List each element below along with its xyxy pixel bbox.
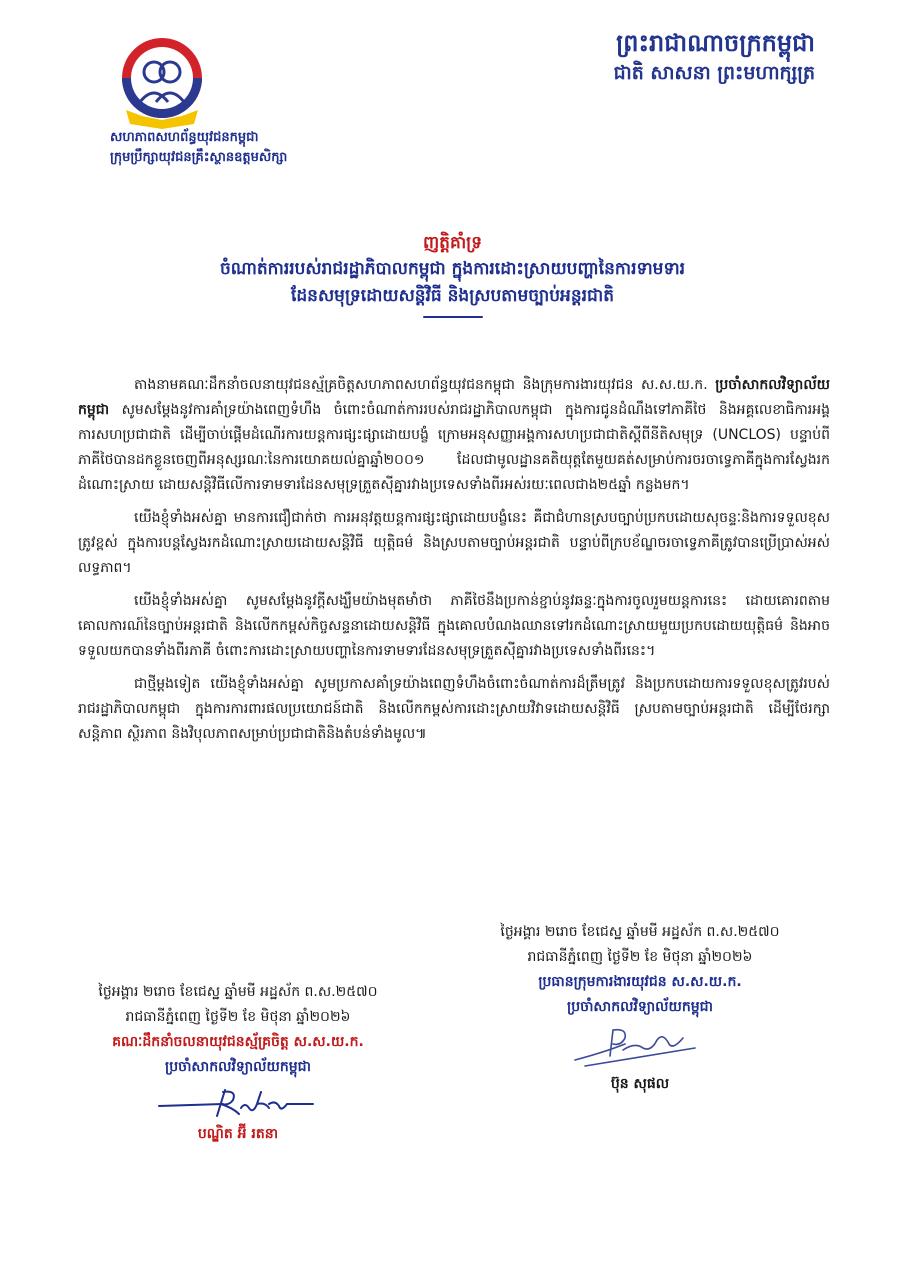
title-line-1: ញត្តិគាំទ្រ bbox=[422, 233, 483, 253]
signer-role: គណៈដឹកនាំចលនាយុវជនស្ម័គ្រចិត្ត ស.ស.យ.ក. bbox=[112, 1034, 364, 1050]
kingdom-title: ព្រះរាជាណាចក្រកម្ពុជា bbox=[616, 29, 815, 57]
solar-date: រាជធានីភ្នំពេញ ថ្ងៃទី២ ខែ មិថុនា ឆ្នាំ២០២៦ bbox=[125, 1009, 351, 1025]
signer-role: ប្រធានក្រុមការងារយុវជន ស.ស.យ.ក. bbox=[538, 974, 742, 990]
lunar-date: ថ្ងៃអង្គារ ២រោច ខែជេស្ឋ ឆ្នាំមមី អដ្ឋស័ក ព.ស.២៥៧០ bbox=[98, 984, 378, 1000]
kingdom-motto: ជាតិ សាសនា ព្រះមហាក្សត្រ bbox=[613, 62, 815, 84]
title-line-2: ចំណាត់ការរបស់រាជរដ្ឋាភិបាលកម្ពុជា ក្នុងការដោះស្រាយបញ្ហានៃការទាមទារ bbox=[219, 259, 686, 279]
handwritten-signature-icon bbox=[153, 1082, 323, 1122]
title-line-3: ដែនសមុទ្រដោយសន្តិវិធី និងស្របតាមច្បាប់អន្តរជាតិ bbox=[290, 286, 614, 306]
solar-date: រាជធានីភ្នំពេញ ថ្ងៃទី២ ខែ មិថុនា ឆ្នាំ២០២៦ bbox=[527, 949, 753, 965]
organization-name: សហភាពសហព័ន្ធយុវជនកម្ពុជា bbox=[110, 130, 259, 145]
document-title bbox=[100, 230, 805, 318]
petition-body bbox=[78, 373, 830, 755]
paragraph-1 bbox=[78, 373, 830, 498]
signer-name: បណ្ឌិត អ៊ី រតនា bbox=[197, 1126, 279, 1142]
lunar-date: ថ្ងៃអង្គារ ២រោច ខែជេស្ឋ ឆ្នាំមមី អដ្ឋស័ក ព.ស.២៥៧០ bbox=[500, 924, 780, 940]
organization-council: ក្រុមប្រឹក្សាយុវជនគ្រឹះស្ថានឧត្តមសិក្សា bbox=[110, 150, 288, 165]
signature-block-left bbox=[78, 980, 398, 1146]
youth-federation-logo-icon bbox=[112, 32, 212, 132]
paragraph-3: យើងខ្ញុំទាំងអស់គ្នា សូមសម្តែងនូវក្តីសង្ឃឹមយ៉ាងមុតមាំថា ភាគីថៃនឹងប្រកាន់ខ្ជាប់នូវឆន្ទៈក្នុងការចូលរួមយន្តការនេះ ដោយគោរពតាមគោលការណ៍នៃច្បាប់អន្តរជាតិ និងលើកកម្ពស់កិច្ចសន្ទនាដោយសន្តិវិធី ក្នុងគោលបំណងឈានទៅរកដំណោះស្រាយមួយប្រកបដោយយុត្តិធម៌ និងអាចទទួលយកបានទាំងពីរភាគី ចំពោះការដោះស្រាយបញ្ហានៃការទាមទារដែនសមុទ្រត្រួតស៊ីគ្នារវាងប្រទេសទាំងពីរនេះ។ bbox=[78, 593, 830, 659]
paragraph-4: ជាថ្មីម្តងទៀត យើងខ្ញុំទាំងអស់គ្នា សូមប្រកាសគាំទ្រយ៉ាងពេញទំហឹងចំពោះចំណាត់ការដ៏ត្រឹមត្រូវ និងប្រកបដោយការទទួលខុសត្រូវរបស់រាជរដ្ឋាភិបាលកម្ពុជា ក្នុងការការពារផលប្រយោជន៍ជាតិ និងលើកកម្ពស់ការដោះស្រាយវិវាទដោយសន្តិវិធី ស្របតាមច្បាប់អន្តរជាតិ ដើម្បីថែរក្សាសន្តិភាព ស្ថិរភាព និងវិបុលភាពសម្រាប់ប្រជាជាតិនិងតំបន់ទាំងមូល៕ bbox=[78, 676, 830, 742]
signer-name: ប៊ុន សុផល bbox=[610, 1076, 670, 1092]
paragraph-1-university: ប្រចាំសាកលវិទ្យាល័យកម្ពុជា bbox=[78, 377, 830, 418]
signature-block-right bbox=[450, 920, 830, 1096]
paragraph-2: យើងខ្ញុំទាំងអស់គ្នា មានការជឿជាក់ថា ការអនុវត្តយន្តការផ្សះផ្សាដោយបង្ខំនេះ គឺជាជំហានស្របច្បាប់ប្រកបដោយសុចន្ទៈនិងការទទួលខុសត្រូវខ្ពស់ ក្នុងការបន្តស្វែងរកដំណោះស្រាយដោយសន្តិវិធី យុត្តិធម៌ និងស្របតាមច្បាប់អន្តរជាតិ បន្ទាប់ពីក្របខ័ណ្ឌចរចាទ្វេភាគីត្រូវបានប្រើប្រាស់អស់លទ្ធភាព។ bbox=[78, 510, 830, 576]
signer-unit: ប្រចាំសាកលវិទ្យាល័យកម្ពុជា bbox=[165, 1059, 311, 1075]
paragraph-1-rest: សូមសម្តែងនូវការគាំទ្រយ៉ាងពេញទំហឹង ចំពោះចំណាត់ការរបស់រាជរដ្ឋាភិបាលកម្ពុជា ក្នុងការជូនដំណឹងទៅភាគីថៃ និងអគ្គលេខាធិការអង្គការសហប្រជាជាតិ ដើម្បីចាប់ផ្តើមដំណើរការយន្តការផ្សះផ្សាដោយបង្ខំ ក្រោមអនុសញ្ញាអង្គការសហប្រជាជាតិស្តីពីនីតិសមុទ្រ (UNCLOS) បន្ទាប់ពីភាគីថៃបានដកខ្លួនចេញពីអនុស្សរណៈនៃការយោគយល់គ្នាឆ្នាំ២០០១ ដែលជាមូលដ្ឋានគតិយុត្តតែមួយគត់សម្រាប់ការចរចាទ្វេភាគីក្នុងការស្វែងរកដំណោះស្រាយ ដោយសន្តិវិធីលើការទាមទារដែនសមុទ្រត្រួតស៊ីគ្នារវាងប្រទេសទាំងពីរអស់រយៈពេលជាង២៥ឆ្នាំ កន្លងមក។ bbox=[78, 402, 830, 493]
handwritten-signature-icon bbox=[565, 1022, 715, 1072]
title-divider bbox=[423, 316, 483, 318]
paragraph-1-start: តាងនាមគណៈដឹកនាំចលនាយុវជនស្ម័គ្រចិត្តសហភាពសហព័ន្ធយុវជនកម្ពុជា និងក្រុមការងារយុវជន ស.ស.យ.ក. bbox=[134, 377, 716, 393]
signer-unit: ប្រចាំសាកលវិទ្យាល័យកម្ពុជា bbox=[567, 999, 713, 1015]
